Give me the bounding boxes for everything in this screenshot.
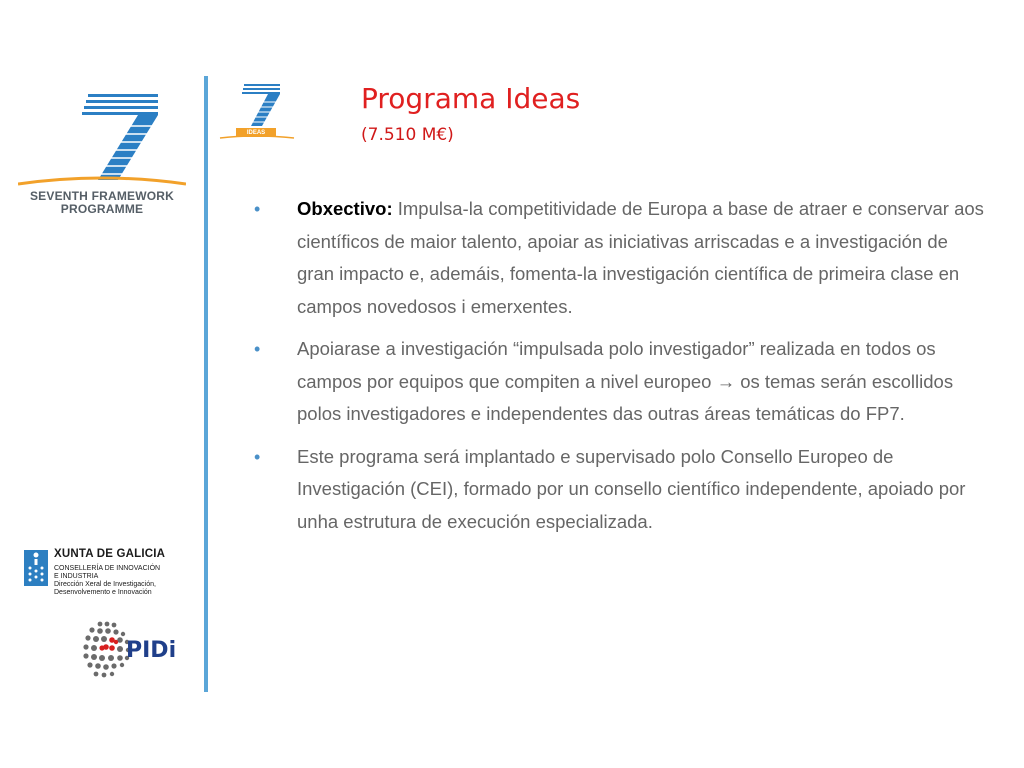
bullet-research	[254, 333, 989, 431]
xunta-logo	[24, 548, 200, 610]
bullet-label: Obxectivo:	[297, 198, 393, 219]
ideas-logo	[216, 80, 296, 144]
fp7-logo	[18, 88, 186, 218]
pidi-label: PIDi	[126, 638, 177, 663]
bullet-objective	[254, 193, 989, 323]
bullet-text: Este programa será implantado e supervisado polo Consello Europeo de Investigación (CEI), formado por un consello científico independente, apoiado por unha estrutura de execución especializada.	[297, 445, 966, 532]
fp7-line2: PROGRAMME	[60, 202, 144, 216]
fp7-line1: SEVENTH FRAMEWORK	[29, 189, 175, 203]
bullet-text: Impulsa-la competitividade de Europa a base de atraer e conservar aos científicos de maior talento, apoiar as iniciativas arriscadas e a investigación de gran impacto e, ademáis, fomenta-la investigación científica de primeira clase en campos novedosos i emerxentes.	[297, 198, 984, 317]
bullet-text: Apoiarase a investigación “impulsada polo investigador” realizada en todos os campos por equipos que compiten a nivel europeo → os temas serán escollidos polos investigadores e independentes das outras áreas temáticas do FP7.	[297, 338, 954, 424]
bullet-erc	[254, 441, 989, 539]
pidi-globe-icon	[80, 618, 132, 682]
bullet-list	[254, 193, 989, 548]
bullet-icon: •	[254, 199, 261, 219]
xunta-line2: E INDUSTRIA	[54, 573, 99, 580]
xunta-line4: Desenvolvemento e Innovación	[54, 589, 152, 596]
fp7-seven-icon	[18, 88, 186, 188]
bullet-icon: •	[254, 339, 261, 359]
galicia-shield-icon	[24, 550, 48, 586]
pidi-logo	[80, 618, 190, 682]
ideas-label: IDEAS	[246, 130, 266, 136]
xunta-line3: Dirección Xeral de Investigación,	[54, 581, 156, 588]
page-title: Programa Ideas	[361, 82, 581, 115]
vertical-divider	[204, 76, 208, 692]
xunta-title: XUNTA DE GALICIA	[54, 548, 166, 560]
page-subtitle: (7.510 M€)	[361, 125, 454, 145]
xunta-line1: CONSELLERÍA DE INNOVACIÓN	[54, 565, 161, 572]
bullet-icon: •	[254, 446, 261, 467]
